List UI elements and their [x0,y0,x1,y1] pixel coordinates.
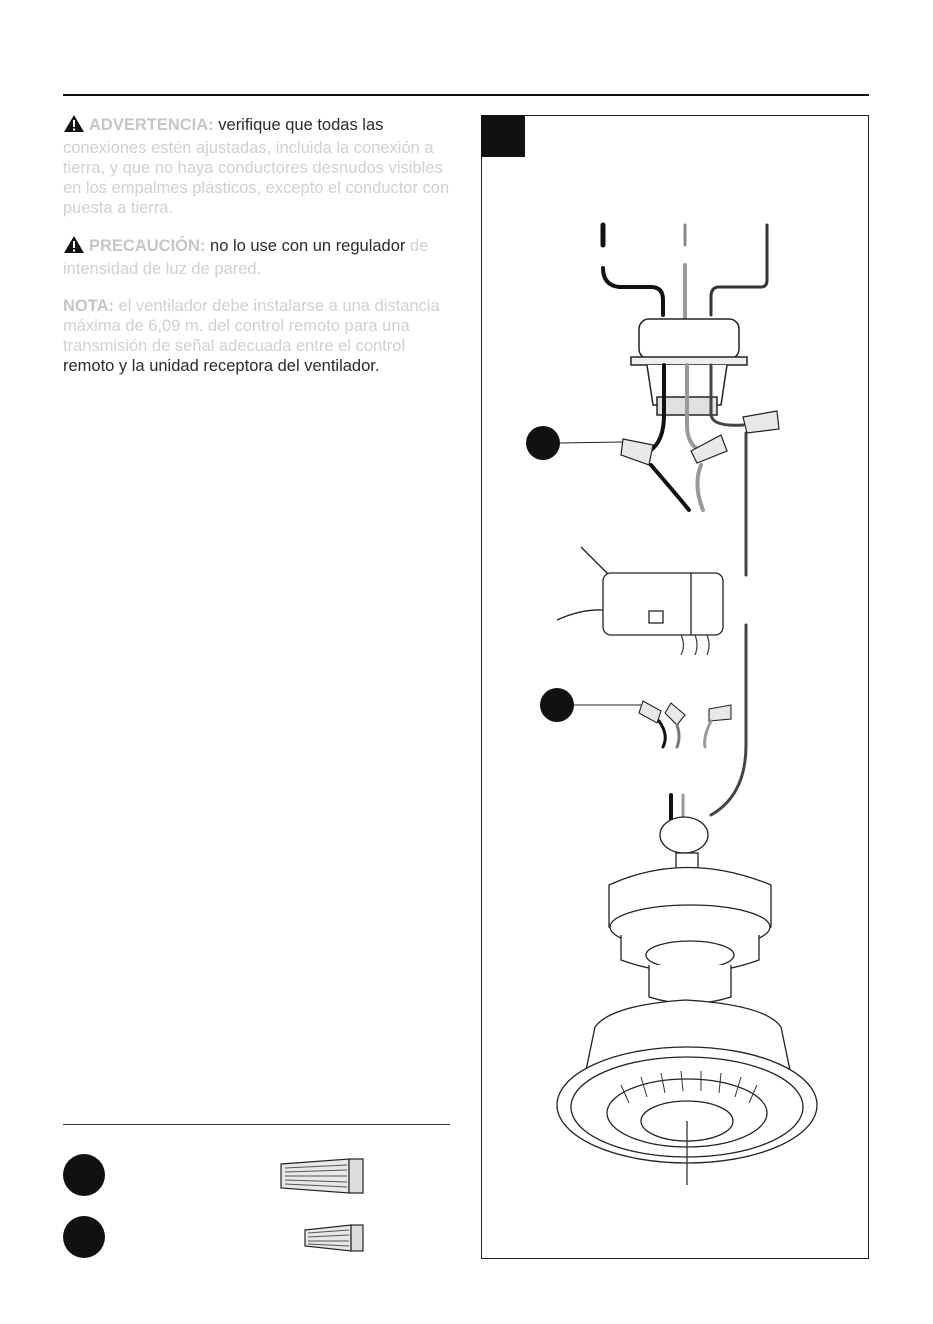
caution-text-lead: no lo use con un regulador [210,237,406,255]
warning-text: conexiones estén ajustadas, incluida la conexión a tierra, y que no haya conductores desnudos visibles en los empalmes plásticos, excepto el conductor con puesta a tierra. [63,139,450,217]
caution-text: de intensidad de luz de pared. [63,237,429,278]
legend-badge [63,1154,105,1196]
legend-rule [63,1124,450,1125]
caution-keyword: PRECAUCIÓN: [89,237,206,255]
receiver-unit [557,547,723,655]
warning-text-lead: verifique que todas las [218,116,384,134]
callout-badge [526,426,560,460]
note-text-c: transmisión de señal adecuada entre el control [63,337,406,355]
warning-triangle-icon [63,235,89,259]
upper-wire-nuts [621,411,779,465]
warning-triangle-icon [63,114,89,138]
callout-badge [540,688,574,722]
caution-paragraph [63,235,455,279]
legend-item-small-nut [63,1216,463,1260]
note-paragraph [63,296,455,376]
legend-item-large-nut [63,1154,463,1198]
large-wire-nut-icon [279,1156,365,1201]
fan-wiring-illustration [481,115,869,1259]
fan-base-ring [557,1047,817,1185]
supply-ground-wire [711,225,767,315]
warning-paragraph [63,114,455,218]
instructions-column [63,114,455,393]
lower-wire-nuts [639,701,731,725]
note-text-d: remoto y la unidad receptora del ventilador. [63,357,380,375]
top-rule [63,94,869,96]
note-text-a: el ventilador debe instalarse a una distancia [118,297,440,315]
small-wire-nut-icon [303,1222,365,1259]
note-keyword: NOTA: [63,297,115,315]
warning-keyword: ADVERTENCIA: [89,116,214,134]
legend-badge [63,1216,105,1258]
note-text-b: máxima de 6,09 m. del control remoto para una [63,317,410,335]
